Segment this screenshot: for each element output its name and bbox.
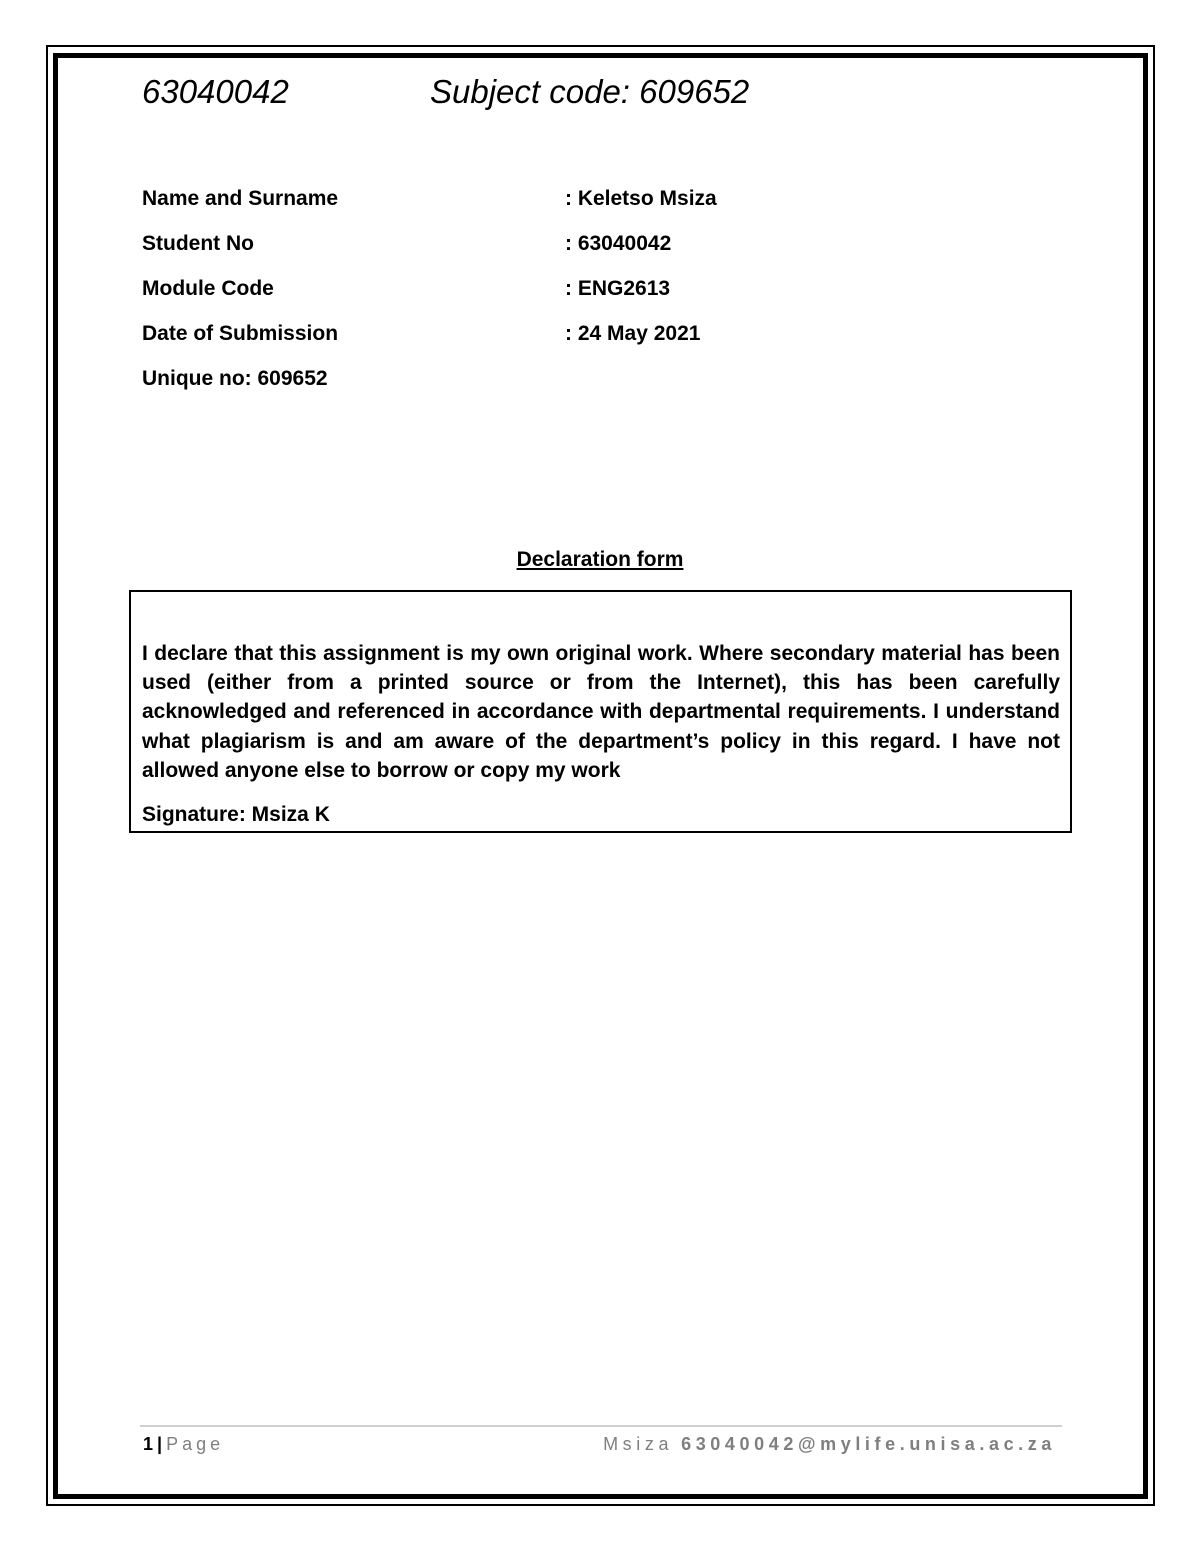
detail-label: Module Code — [142, 277, 274, 300]
detail-value: : 24 May 2021 — [565, 319, 700, 349]
detail-label: Student No — [142, 232, 254, 255]
detail-row-module-code — [142, 274, 842, 304]
detail-value: : Keletso Msiza — [565, 184, 717, 214]
detail-label: Name and Surname — [142, 187, 339, 210]
footer-email: 63040042@mylife.unisa.ac.za — [681, 1434, 1056, 1454]
detail-label: Unique no: 609652 — [142, 367, 328, 390]
detail-value: : 63040042 — [565, 229, 671, 259]
declaration-signature: Signature: Msiza K — [142, 803, 330, 826]
page-label: Page — [166, 1434, 225, 1454]
header-subject-code: Subject code: 609652 — [430, 73, 750, 110]
detail-row-submission-date — [142, 319, 842, 349]
header-student-id: 63040042 — [142, 73, 289, 110]
detail-row-student-no — [142, 229, 842, 259]
declaration-title: Declaration form — [516, 548, 684, 571]
declaration-box — [129, 590, 1072, 833]
footer-divider — [140, 1425, 1062, 1427]
detail-row-unique-no — [142, 364, 842, 394]
detail-value: : ENG2613 — [565, 274, 670, 304]
detail-row-name — [142, 184, 842, 214]
declaration-text: I declare that this assignment is my own original work. Where secondary material has been used (either from a printed source or from the Internet), this has been carefully acknowledged and referenced in accordance with departmental requirements. I understand what plagiarism is and am aware of the department’s policy in this regard. I have not allowed anyone else to borrow or copy my work — [142, 642, 1060, 782]
page-number: 1 — [143, 1434, 154, 1454]
footer-contact — [603, 1432, 1056, 1456]
footer-author-name: Msiza — [603, 1434, 674, 1454]
detail-label: Date of Submission — [142, 322, 339, 345]
footer-page-indicator — [143, 1432, 224, 1456]
page-separator: | — [157, 1434, 163, 1454]
